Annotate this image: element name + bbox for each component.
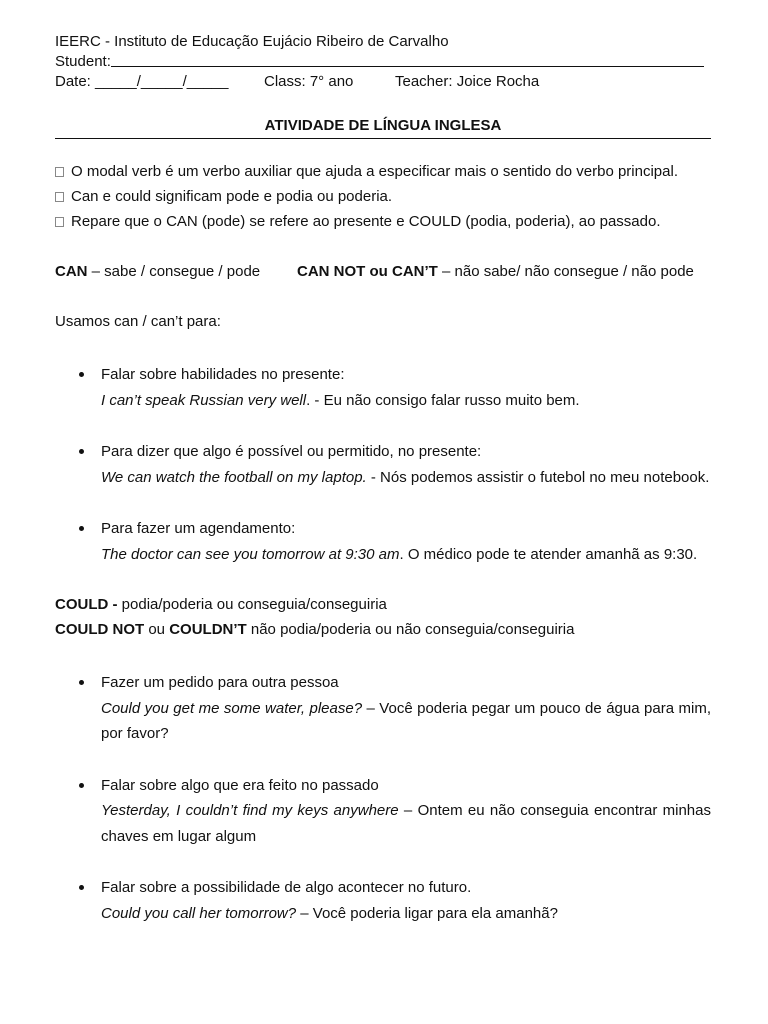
use-heading: Falar sobre algo que era feito no passado — [101, 776, 379, 794]
checkbox-glyph-icon — [55, 167, 64, 177]
date-class-teacher-line — [55, 72, 711, 92]
checkbox-glyph-icon — [55, 217, 64, 227]
example-translation: – Ontem eu não conseguia encontrar minhas chaves em lugar algum — [101, 802, 711, 845]
title-divider — [55, 138, 711, 139]
use-heading: Para dizer que algo é possível ou permitido, no presente: — [101, 443, 482, 460]
example-sentence: Could you get me some water, please? — [101, 699, 363, 717]
institute-name: IEERC - Instituto de Educação Eujácio Ribeiro de Carvalho — [55, 33, 449, 50]
bullet-icon — [79, 372, 84, 377]
use-heading: Falar sobre a possibilidade de algo acontecer no futuro. — [101, 879, 472, 896]
example-sentence: Could you call her tomorrow? — [101, 904, 297, 922]
bullet-icon — [79, 449, 84, 454]
couldnt-term: COULDN’T — [169, 621, 247, 638]
teacher-label: Teacher: Joice Rocha — [395, 73, 540, 90]
list-item — [55, 362, 711, 413]
example-sentence: I can’t speak Russian very well — [101, 391, 307, 409]
use-heading: Para fazer um agendamento: — [101, 520, 296, 537]
student-label: Student: — [55, 53, 111, 70]
use-heading: Fazer um pedido para outra pessoa — [101, 674, 339, 691]
list-item — [55, 875, 711, 926]
could-term: COULD - — [55, 596, 118, 613]
example-translation: – Você poderia pegar um pouco de água para mim, por favor? — [101, 699, 711, 742]
note-item — [55, 159, 711, 184]
bullet-icon — [79, 680, 84, 685]
bullet-icon — [79, 885, 84, 890]
couldnt-definition — [55, 620, 711, 640]
cant-meaning: – não sabe/ não consegue / não pode — [437, 263, 694, 280]
usamos-intro: Usamos can / can’t para: — [55, 313, 221, 330]
note-item — [55, 209, 711, 234]
example-sentence: We can watch the football on my laptop. — [101, 468, 367, 486]
can-term: CAN — [55, 263, 88, 280]
use-heading: Falar sobre habilidades no presente: — [101, 366, 345, 383]
note-text: Can e could significam pode e podia ou poderia. — [71, 188, 393, 205]
example-translation: - Nós podemos assistir o futebol no meu notebook. — [366, 468, 710, 486]
could-not-term: COULD NOT — [55, 621, 145, 638]
example-translation: – Você poderia ligar para ela amanhã? — [296, 904, 558, 922]
note-text: O modal verb é um verbo auxiliar que ajuda a especificar mais o sentido do verbo principal. — [71, 163, 678, 180]
can-uses-list — [55, 362, 711, 567]
bullet-icon — [79, 783, 84, 788]
cant-term: CAN NOT ou CAN’T — [297, 263, 438, 280]
could-definition — [55, 595, 711, 615]
couldnt-meaning: não podia/poderia ou não conseguia/conseguiria — [246, 621, 575, 638]
class-label: Class: 7° ano — [264, 73, 354, 90]
can-definition — [55, 262, 711, 282]
could-uses-list — [55, 670, 711, 926]
example-translation: . O médico pode te atender amanhã as 9:30. — [399, 545, 698, 563]
list-item — [55, 439, 711, 490]
example-sentence: The doctor can see you tomorrow at 9:30 am — [101, 545, 400, 563]
example-translation: . - Eu não consigo falar russo muito bem. — [306, 391, 580, 409]
checkbox-glyph-icon — [55, 192, 64, 202]
notes-block — [55, 159, 711, 234]
could-meaning: podia/poderia ou conseguia/conseguiria — [117, 596, 387, 613]
example-sentence: Yesterday, I couldn’t find my keys anywhere — [101, 802, 399, 819]
can-def-left — [55, 262, 297, 282]
list-item — [55, 516, 711, 567]
bullet-icon — [79, 526, 84, 531]
page-title: ATIVIDADE DE LÍNGUA INGLESA — [264, 117, 502, 134]
note-text: Repare que o CAN (pode) se refere ao presente e COULD (podia, poderia), ao passado. — [71, 213, 661, 230]
or-word: ou — [144, 621, 170, 638]
list-item — [55, 670, 711, 747]
list-item — [55, 773, 711, 850]
student-name-blank — [111, 52, 704, 67]
date-label: Date: _____/_____/_____ — [55, 73, 229, 90]
can-meaning: – sabe / consegue / pode — [87, 263, 261, 280]
note-item — [55, 184, 711, 209]
worksheet-page — [55, 32, 711, 926]
student-line — [55, 52, 711, 72]
